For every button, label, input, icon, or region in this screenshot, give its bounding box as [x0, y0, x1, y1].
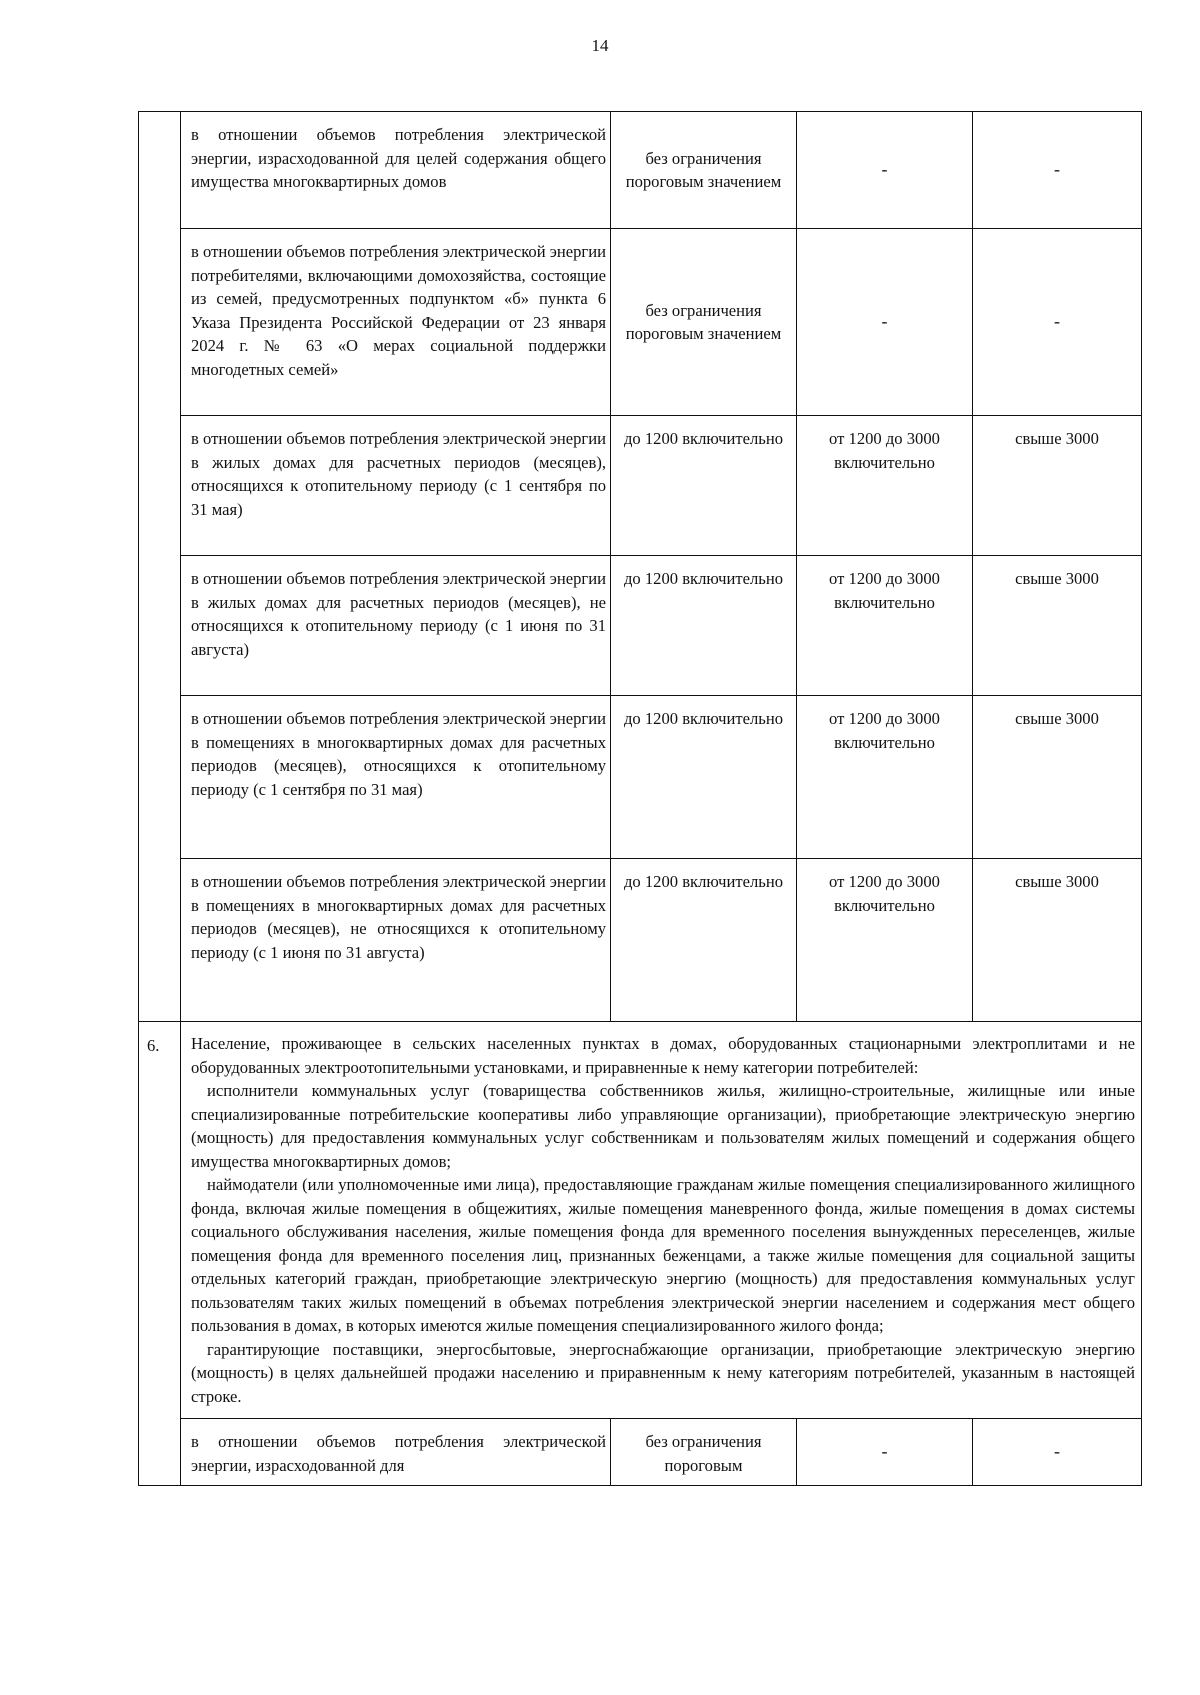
threshold-3: свыше 3000 [973, 556, 1142, 696]
section-6-description [181, 1022, 1142, 1419]
threshold-1: до 1200 включительно [611, 556, 797, 696]
threshold-1: до 1200 включительно [611, 696, 797, 859]
section-6-paragraph: наймодатели (или уполномоченные ими лица), предоставляющие гражданам жилые помещения специализированного жилищного фонда, включая жилые помещения в общежитиях, жилые помещения маневренного фонда, жилые помещения в домах системы социального обслуживания населения, жилые помещения фонда для временного поселения вынужденных переселенцев, жилые помещения фонда для временного поселения лиц, признанных беженцами, а также жилые помещения для социальной защиты отдельных категорий граждан, приобретающие электрическую энергию (мощность) для предоставления коммунальных услуг пользователям таких жилых помещений в объемах потребления электрической энергии населением и содержания мест общего пользования в домах, в которых имеются жилые помещения специализированного жилого фонда; [191, 1175, 1135, 1335]
row-description: в отношении объемов потребления электрической энергии, израсходованной для [181, 1419, 611, 1486]
threshold-3: свыше 3000 [973, 859, 1142, 1022]
section-6-row [139, 1022, 1142, 1419]
table-row [139, 416, 1142, 556]
row-description: в отношении объемов потребления электрической энергии в помещениях в многоквартирных домах для расчетных периодов (месяцев), не относящихся к отопительному периоду (с 1 июня по 31 августа) [181, 859, 611, 1022]
threshold-2: - [797, 112, 973, 229]
section-6-paragraph: исполнители коммунальных услуг (товарищества собственников жилья, жилищно-строительные, жилищные или иные специализированные потребительские кооперативы либо управляющие организации), приобретающие электрическую энергию (мощность) для предоставления коммунальных услуг собственникам и пользователям жилых помещений и содержания общего имущества многоквартирных домов; [191, 1081, 1135, 1171]
threshold-1: до 1200 включительно [611, 416, 797, 556]
table-row [139, 696, 1142, 859]
threshold-3: - [973, 112, 1142, 229]
table-row [139, 859, 1142, 1022]
table-row [139, 556, 1142, 696]
threshold-1: без ограничения пороговым значением [611, 112, 797, 229]
tariff-table [138, 111, 1142, 1486]
row-description: в отношении объемов потребления электрической энергии потребителями, включающими домохозяйства, состоящие из семей, предусмотренных подпунктом «б» пункта 6 Указа Президента Российской Федерации от 23 января 2024 г. № 63 «О мерах социальной поддержки многодетных семей» [181, 229, 611, 416]
table-row [139, 1419, 1142, 1486]
section-6-number: 6. [139, 1022, 181, 1486]
threshold-3: свыше 3000 [973, 416, 1142, 556]
row-description: в отношении объемов потребления электрической энергии в помещениях в многоквартирных домах для расчетных периодов (месяцев), относящихся к отопительному периоду (с 1 сентября по 31 мая) [181, 696, 611, 859]
threshold-1: до 1200 включительно [611, 859, 797, 1022]
section-6-paragraph: гарантирующие поставщики, энергосбытовые, энергоснабжающие организации, приобретающие электрическую энергию (мощность) в целях дальнейшей продажи населению и приравненным к нему категориям потребителей, указанным в настоящей строке. [191, 1339, 1135, 1406]
threshold-2: от 1200 до 3000 включительно [797, 859, 973, 1022]
table-row [139, 229, 1142, 416]
threshold-3: свыше 3000 [973, 696, 1142, 859]
row-description: в отношении объемов потребления электрической энергии в жилых домах для расчетных периодов (месяцев), относящихся к отопительному периоду (с 1 сентября по 31 мая) [181, 416, 611, 556]
row-number-cell [139, 112, 181, 1022]
threshold-3: - [973, 1419, 1142, 1486]
threshold-2: - [797, 229, 973, 416]
threshold-2: от 1200 до 3000 включительно [797, 416, 973, 556]
row-description: в отношении объемов потребления электрической энергии в жилых домах для расчетных периодов (месяцев), не относящихся к отопительному периоду (с 1 июня по 31 августа) [181, 556, 611, 696]
section-6-intro: Население, проживающее в сельских населенных пунктах в домах, оборудованных стационарными электроплитами и не оборудованных электроотопительными установками, и приравненные к нему категории потребителей: [191, 1034, 1135, 1077]
threshold-3: - [973, 229, 1142, 416]
threshold-2: - [797, 1419, 973, 1486]
page-number: 14 [591, 36, 609, 55]
table-row [139, 112, 1142, 229]
threshold-2: от 1200 до 3000 включительно [797, 696, 973, 859]
threshold-1: без ограничения пороговым [611, 1419, 797, 1486]
threshold-2: от 1200 до 3000 включительно [797, 556, 973, 696]
row-description: в отношении объемов потребления электрической энергии, израсходованной для целей содержания общего имущества многоквартирных домов [181, 112, 611, 229]
threshold-1: без ограничения пороговым значением [611, 229, 797, 416]
